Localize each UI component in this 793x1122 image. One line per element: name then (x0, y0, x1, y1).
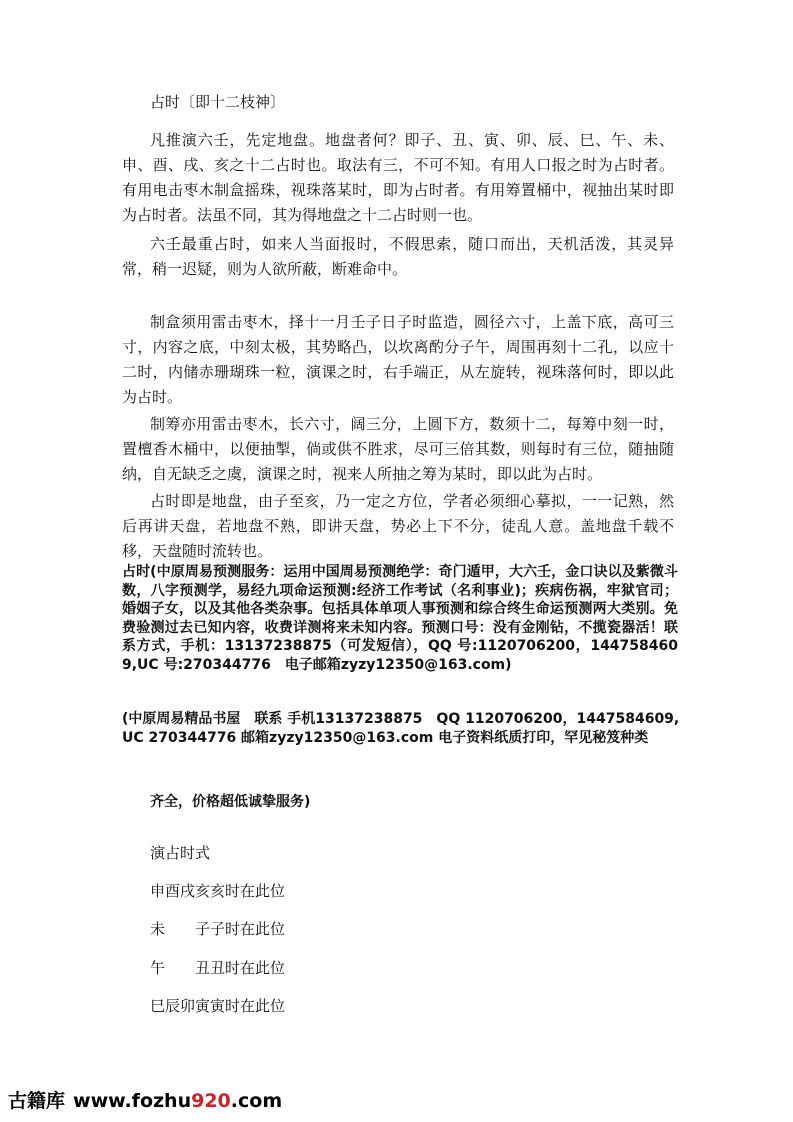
advertisement-notice: 占时(中原周易预测服务：运用中国周易预测绝学：奇门遁甲，大六壬，金口诀以及紫微斗数，八字预测学，易经九项命运预测:经济工作考试（名利事业)；疾病伤祸，牢狱官司；婚姻子女，以及其他各类杂事。包括具体单项人事预测和综合终生命运预测两大类别。免费验测过去已知内容，收费详测将来未知内容。预测口号：没有金刚钻，不揽瓷器活！联系方式，手机：13137238875（可发短信），QQ 号:1120706200，1447584609,UC 号:270344776 电子邮箱zyzy12350@163.com) (122, 564, 678, 673)
diagram-line: 巳辰卯寅寅时在此位 (150, 997, 286, 1015)
site-name: 古籍库 (8, 1090, 66, 1112)
paragraph: 制筹亦用雷击枣木，长六寸，阔三分，上圆下方，数须十二，每筹中刻一时，置檀香木桶中，以便抽掣，倘或供不胜求，尽可三倍其数，则每时有三位，随抽随纳，自无缺乏之虞，演课之时，视来人所抽之筹为某时，即以此为占时。 (122, 415, 674, 483)
paragraph: 六壬最重占时，如来人当面报时，不假思索，随口而出，天机活泼，其灵异常，稍一迟疑，则为人欲所蔽，断难命中。 (122, 235, 674, 278)
diagram-line: 午 丑丑时在此位 (150, 959, 286, 977)
paragraph: 制盒须用雷击枣木，择十一月壬子日子时监造，圆径六寸，上盖下底，高可三寸，内容之底，中刻太极，其势略凸，以坎离酌分子午，周围再刻十二孔，以应十二时，内储赤珊瑚珠一粒，演课之时，右手端正，从左旋转，视珠落何时，即以此为占时。 (122, 313, 674, 406)
paragraph: 占时即是地盘，由子至亥，乃一定之方位，学者必须细心摹拟，一一记熟，然后再讲天盘，若地盘不熟，即讲天盘，势必上下不分，徒乱人意。盖地盘千载不移，天盘随时流转也。 (122, 492, 674, 560)
site-url-number: 920 (191, 1090, 231, 1112)
diagram-line: 未 子子时在此位 (150, 920, 286, 938)
bookstore-notice: (中原周易精品书屋 联系 手机13137238875 QQ 1120706200，1447584609, UC 270344776 邮箱zyzy12350@163.com 电子资料纸质打印，罕见秘笈种类 (122, 711, 694, 746)
site-watermark[interactable] (8, 1089, 282, 1113)
diagram-line: 申酉戌亥亥时在此位 (150, 882, 286, 900)
site-url-prefix: www.fozhu (73, 1090, 192, 1112)
paragraph: 凡推演六壬，先定地盘。地盘者何？即子、丑、寅、卯、辰、巳、午、未、申、酉、戌、亥之十二占时也。取法有三，不可不知。有用人口报之时为占时者。有用电击枣木制盒摇珠，视珠落某时，即为占时者。有用筹置桶中，视抽出某时即为占时者。法虽不同，其为得地盘之十二占时则一也。 (122, 131, 674, 224)
diagram-title: 演占时式 (150, 844, 211, 862)
site-url-suffix: .com (230, 1090, 283, 1112)
bookstore-notice-end: 齐全，价格超低诚挚服务) (150, 794, 311, 810)
section-heading: 占时〔即十二枝神〕 (150, 93, 286, 111)
